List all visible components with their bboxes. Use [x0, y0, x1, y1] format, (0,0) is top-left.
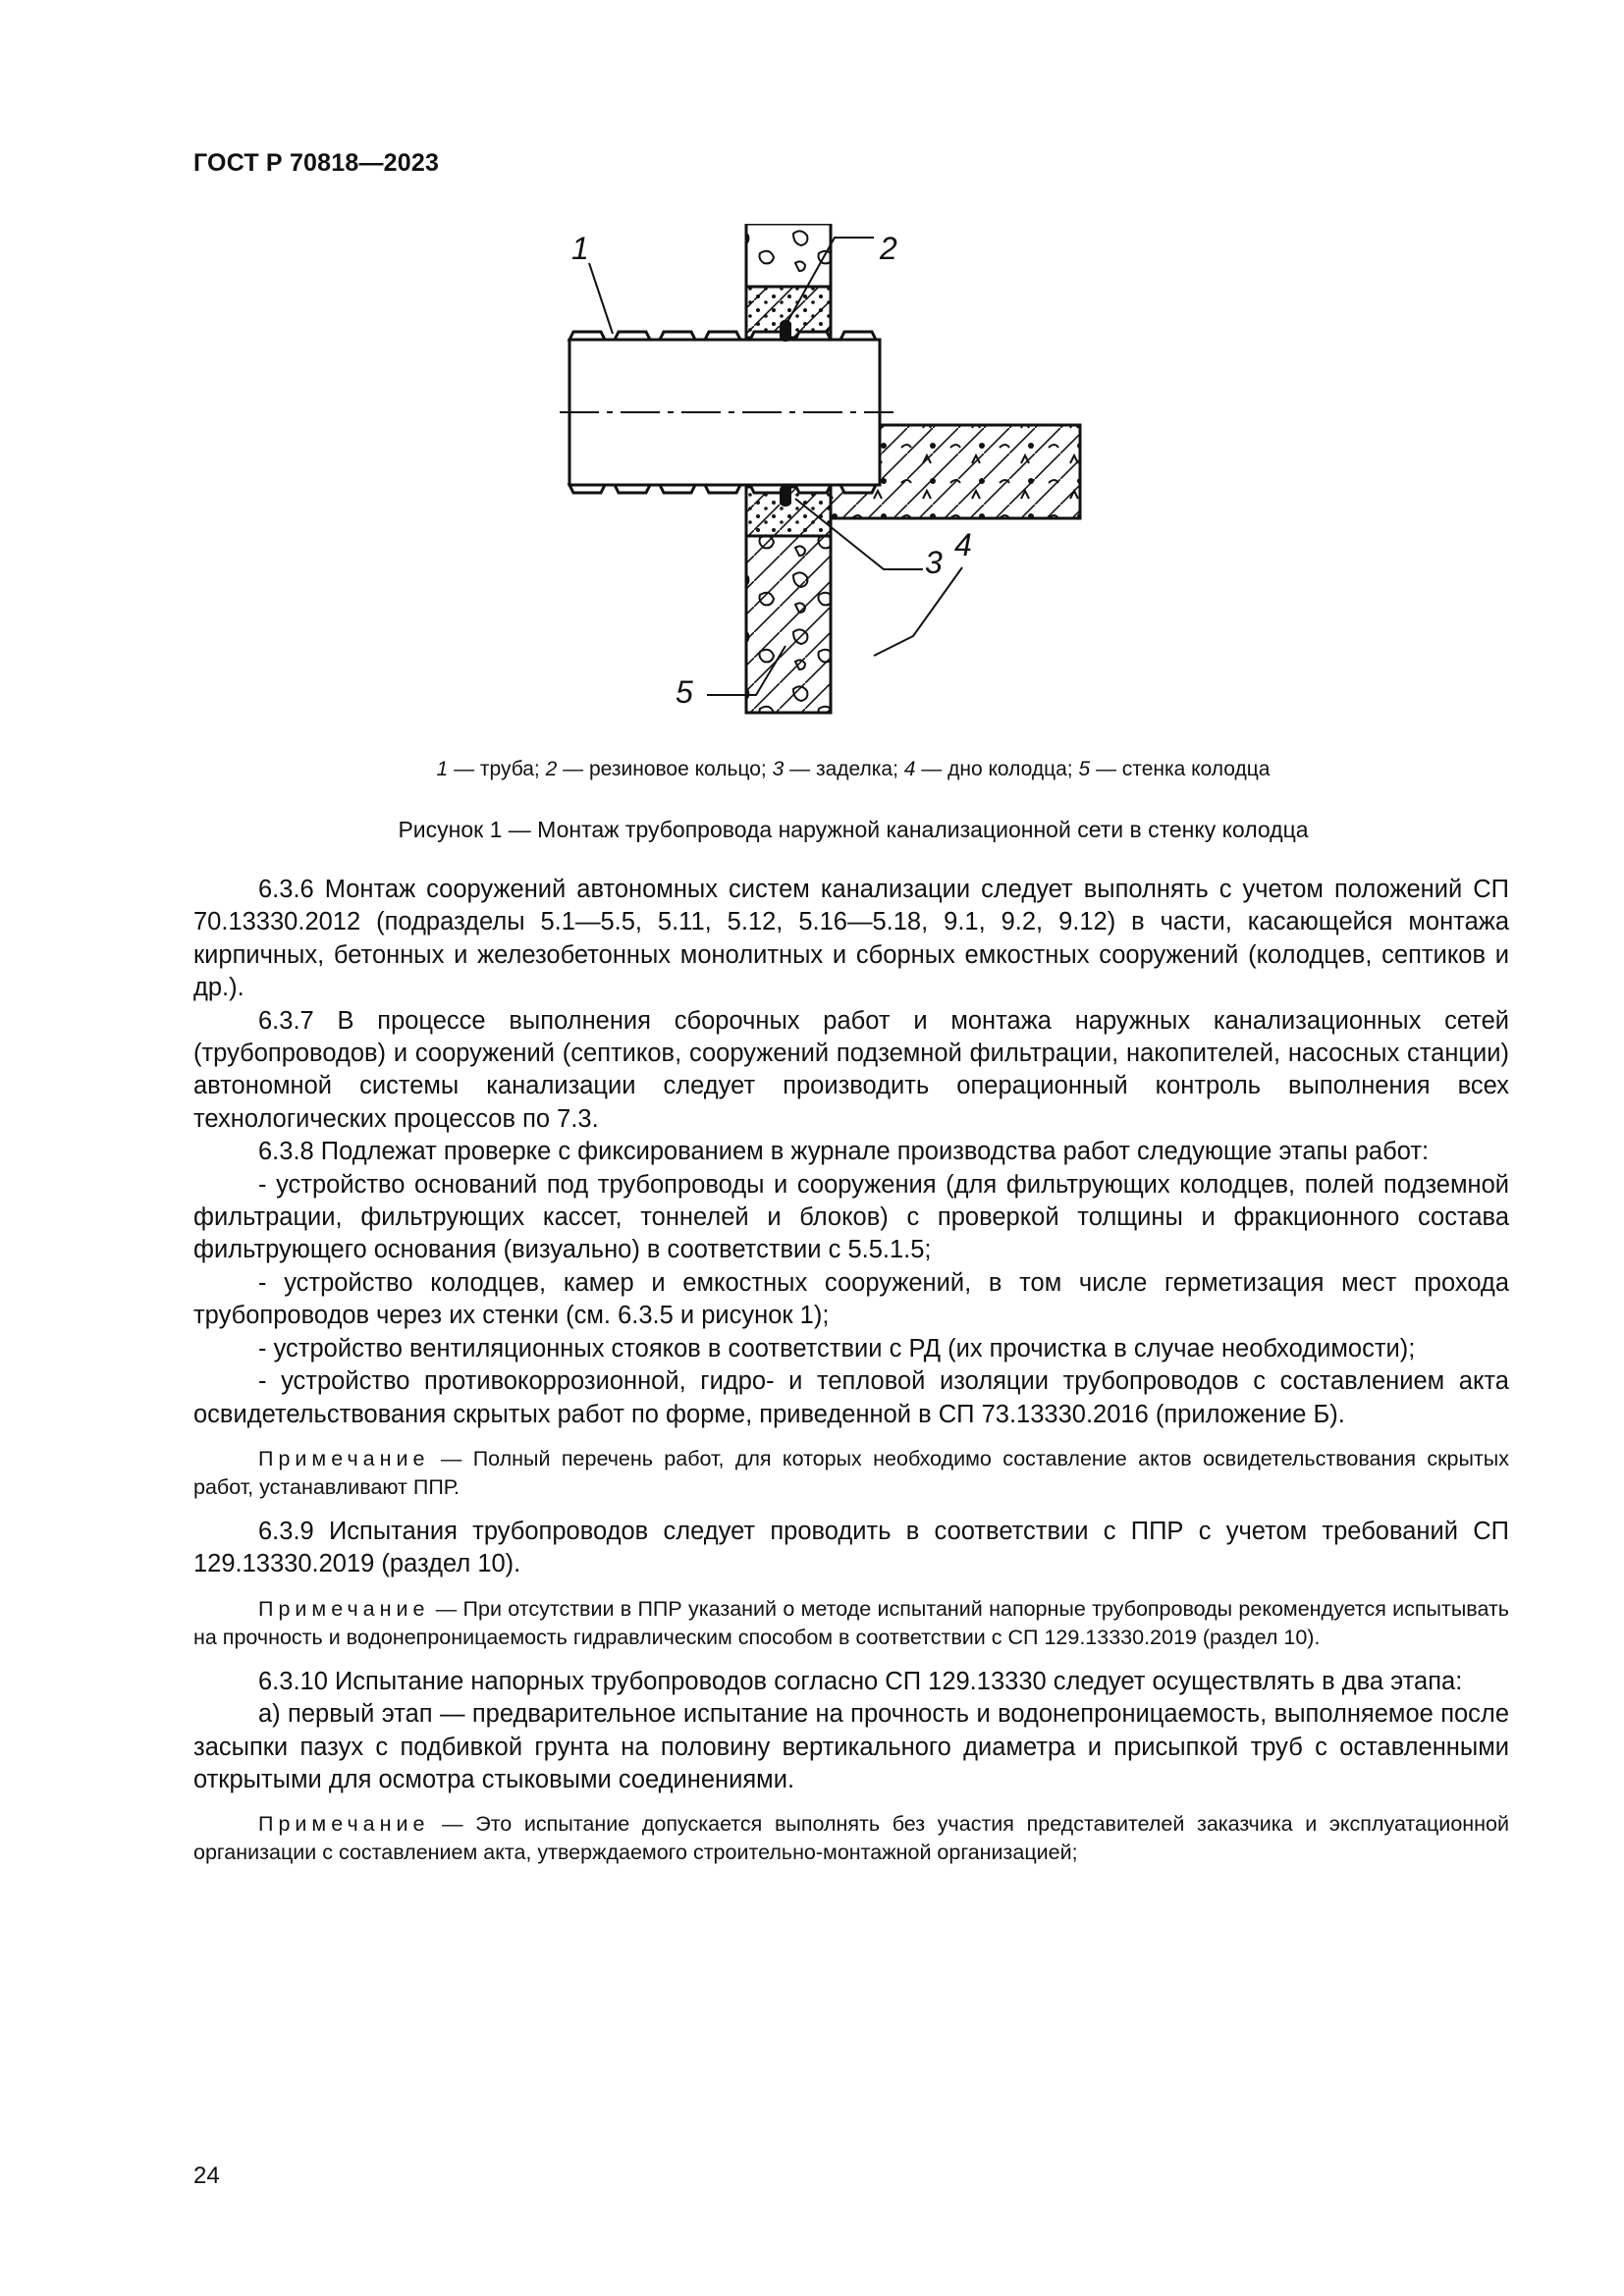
wall-lower: [746, 487, 831, 713]
legend-text: — дно колодца;: [915, 758, 1079, 780]
list-item: - устройство оснований под трубопроводы и сооружения (для фильтрующих колодцев, полей подземной фильтрации, фильтрующих кассет, тоннелей и блоков) с проверкой толщины и фракционного состава фильтрующего основания (визуально) в соответствии с 5.5.1.5;: [193, 1170, 1509, 1264]
legend-text: — заделка;: [784, 758, 904, 780]
paragraph-6-3-8: 6.3.8 Подлежат проверке с фиксированием в журнале производства работ следующие этапы работ:: [258, 1138, 1430, 1166]
note-label: Примечание: [258, 1446, 430, 1470]
list-item: - устройство противокоррозионной, гидро- и тепловой изоляции трубопроводов с составлением акта освидетельствования скрытых работ по форме, приведенной в СП 73.13330.2016 (приложение Б).: [193, 1367, 1509, 1428]
legend-text: — труба;: [448, 758, 546, 780]
list-item-a: а) первый этап — предварительное испытание на прочность и водонепроницаемость, выполняемое после засыпки пазух с подбивкой грунта на половину вертикального диаметра и присыпкой труб с оставленными открытыми для осмотра стыковыми соединениями.: [193, 1700, 1509, 1793]
note-2: [193, 1595, 1509, 1652]
document-header: ГОСТ Р 70818—2023: [193, 149, 440, 177]
figure-legend: [196, 758, 1510, 781]
note-1: [193, 1445, 1509, 1502]
legend-num: 3: [772, 758, 785, 780]
note-3: [193, 1810, 1509, 1867]
note-text: — Это испытание допускается выполнять без участия представителей заказчика и эксплуатационной организации с составлением акта, утверждаемого строительно-монтажной организацией;: [193, 1812, 1509, 1865]
page-number: 24: [193, 2163, 220, 2189]
callout-5: 5: [676, 674, 693, 710]
callout-4: 4: [954, 527, 972, 562]
pipe: [560, 340, 893, 485]
legend-num: 4: [903, 758, 916, 780]
callout-3: 3: [925, 545, 943, 580]
document-body: [193, 874, 1509, 1881]
legend-num: 1: [436, 758, 449, 780]
paragraph-6-3-10: 6.3.10 Испытание напорных трубопроводов согласно СП 129.13330 следует осуществлять в два этапа:: [258, 1667, 1463, 1695]
legend-text: — стенка колодца: [1090, 758, 1271, 780]
legend-num: 5: [1078, 758, 1091, 780]
paragraph-6-3-7: 6.3.7 В процессе выполнения сборочных работ и монтажа наружных канализационных сетей (трубопроводов) и сооружений (септиков, сооружений подземной фильтрации, накопителей, насосных станции) автономной системы канализации следует производить операционный контроль выполнения всех технологических процессов по 7.3.: [193, 1006, 1509, 1133]
note-label: Примечание: [258, 1812, 430, 1837]
pipe-wall-installation-diagram: [550, 224, 1159, 734]
legend-text: — резиновое кольцо;: [557, 758, 773, 780]
callout-1: 1: [571, 231, 589, 266]
list-item: - устройство вентиляционных стояков в соответствии с РД (их прочистка в случае необходимости);: [258, 1334, 1416, 1362]
note-text: — При отсутствии в ППР указаний о методе испытаний напорные трубопроводы рекомендуется испытывать на прочность и водонепроницаемость гидравлическим способом в соответствии с СП 129.13330.2019 (раздел 10).: [193, 1596, 1509, 1649]
callout-2: 2: [880, 231, 897, 266]
legend-num: 2: [545, 758, 558, 780]
figure-caption: Рисунок 1 — Монтаж трубопровода наружной канализационной сети в стенку колодца: [398, 817, 1309, 842]
paragraph-6-3-6: 6.3.6 Монтаж сооружений автономных систем канализации следует выполнять с учетом положений СП 70.13330.2012 (подразделы 5.1—5.5, 5.11, 5.12, 5.16—5.18, 9.1, 9.2, 9.12) в части, касающейся монтажа кирпичных, бетонных и железобетонных монолитных и сборных емкостных сооружений (колодцев, септиков и др.).: [193, 876, 1509, 1002]
note-text: — Полный перечень работ, для которых необходимо составление актов освидетельствования скрытых работ, устанавливают ППР.: [193, 1446, 1509, 1499]
paragraph-6-3-9: 6.3.9 Испытания трубопроводов следует проводить в соответствии с ППР с учетом требований СП 129.13330.2019 (раздел 10).: [193, 1517, 1509, 1578]
list-item: - устройство колодцев, камер и емкостных сооружений, в том числе герметизация мест прохода трубопроводов через их стенки (см. 6.3.5 и рисунок 1);: [193, 1268, 1509, 1330]
note-label: Примечание: [258, 1596, 430, 1621]
